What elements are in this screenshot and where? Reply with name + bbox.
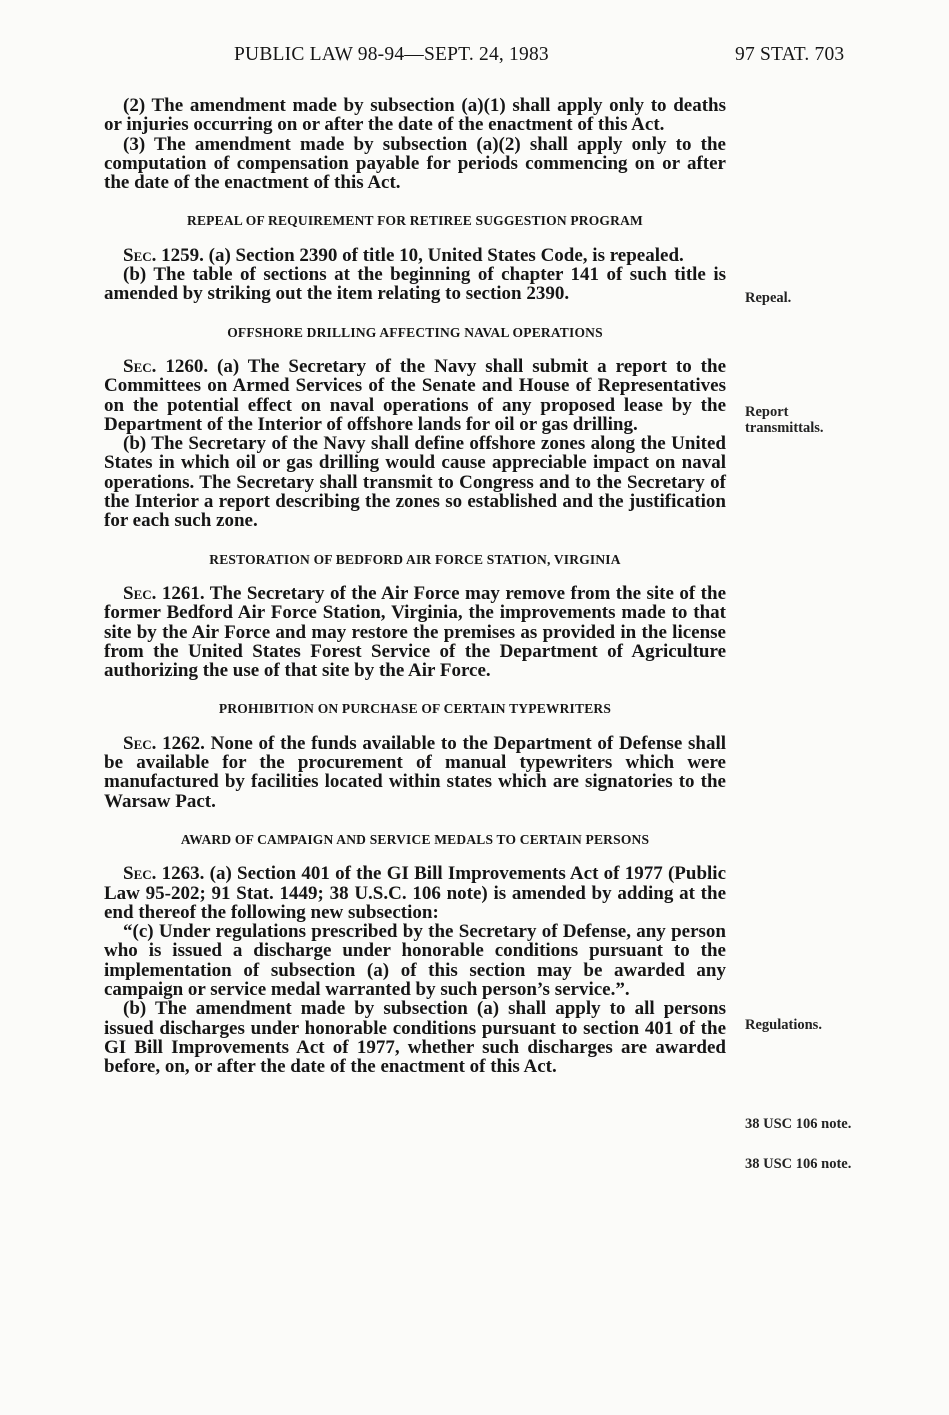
section-label: Sec. [123, 863, 157, 885]
paragraph-a3: (3) The amendment made by subsection (a)(2) shall apply only to the computation of compensation payable for periods commencing on or after the date of the enactment of this Act. [104, 133, 726, 194]
section-heading-1262: PROHIBITION ON PURCHASE OF CERTAIN TYPEWRITERS [218, 701, 612, 717]
section-1261 [104, 584, 726, 680]
section-1263-b: (b) The amendment made by subsection (a) shall apply to all persons issued discharges under honorable conditions pursuant to section 401 of the GI Bill Improvements Act of 1977, whether such discharges are awarded before, on, or after the date of the enactment of this Act. [104, 998, 726, 1078]
margin-note-regulations: Regulations. [745, 1017, 822, 1033]
section-1259-a-text: 1259. (a) Section 2390 of title 10, United States Code, is repealed. [161, 244, 684, 266]
section-heading-1260: OFFSHORE DRILLING AFFECTING NAVAL OPERATIONS [227, 324, 603, 340]
section-heading-1263: AWARD OF CAMPAIGN AND SERVICE MEDALS TO CERTAIN PERSONS [180, 831, 650, 847]
margin-note-repeal: Repeal. [745, 290, 792, 306]
section-1263-c: “(c) Under regulations prescribed by the Secretary of Defense, any person who is issued a discharge under honorable conditions pursuant to the implementation of subsection (a) of this section may be awarded any campaign or service medal warranted by such person’s service.”. [104, 921, 726, 1000]
section-1260-a [104, 357, 726, 434]
margin-note-usc-2: 38 USC 106 note. [745, 1156, 852, 1172]
section-1261-text: 1261. The Secretary of the Air Force may remove from the site of the former Bedford Air Force Station, Virginia, the improvements made to that site by the Air Force and may restore the premises as provided in the license from the United States Forest Service of the Department of Agriculture authorizing the use of that site by the Air Force. [104, 582, 726, 682]
margin-note-report-line1: Report [745, 404, 789, 420]
section-label: Sec. [123, 355, 157, 377]
section-label: Sec. [123, 582, 157, 604]
section-1262 [104, 734, 726, 811]
paragraph-a2: (2) The amendment made by subsection (a)(1) shall apply only to deaths or injuries occurring on or after the date of the enactment of this Act. [104, 95, 726, 136]
section-1263-a [104, 864, 726, 922]
section-1260-a-text: 1260. (a) The Secretary of the Navy shall submit a report to the Committees on Armed Services of the Senate and House of Representatives on the potential effect on naval operations of any proposed lease by the Department of the Interior of offshore lands for oil or gas drilling. [104, 355, 727, 435]
section-heading-1261: RESTORATION OF BEDFORD AIR FORCE STATION, VIRGINIA [209, 551, 621, 567]
margin-note-report-line2: transmittals. [745, 420, 824, 436]
section-1259-a [104, 246, 726, 265]
running-header-title: PUBLIC LAW 98-94—SEPT. 24, 1983 [234, 44, 549, 65]
section-heading-1259: REPEAL OF REQUIREMENT FOR RETIREE SUGGESTION PROGRAM [187, 213, 643, 229]
margin-note-report [745, 404, 824, 436]
section-1262-text: 1262. None of the funds available to the Department of Defense shall be available for the procurement of manual typewriters which were manufactured by facilities located within states which are signatories to the Warsaw Pact. [104, 732, 727, 812]
section-label: Sec. [123, 732, 157, 754]
running-header-stat: 97 STAT. 703 [735, 44, 845, 65]
body-text [104, 96, 726, 1076]
section-1260-b: (b) The Secretary of the Navy shall define offshore zones along the United States in which oil or gas drilling would cause appreciable impact on naval operations. The Secretary shall transmit to Congress and to the Secretary of the Interior a report describing the zones so established and the justification for each such zone. [104, 433, 726, 532]
section-1259-b: (b) The table of sections at the beginning of chapter 141 of such title is amended by striking out the item relating to section 2390. [104, 264, 726, 305]
section-label: Sec. [123, 244, 157, 266]
margin-note-usc-1: 38 USC 106 note. [745, 1116, 852, 1132]
section-1263-a-text: 1263. (a) Section 401 of the GI Bill Improvements Act of 1977 (Public Law 95-202; 91 Stat. 1449; 38 U.S.C. 106 note) is amended by adding at the end thereof the following new subsection: [104, 863, 727, 923]
